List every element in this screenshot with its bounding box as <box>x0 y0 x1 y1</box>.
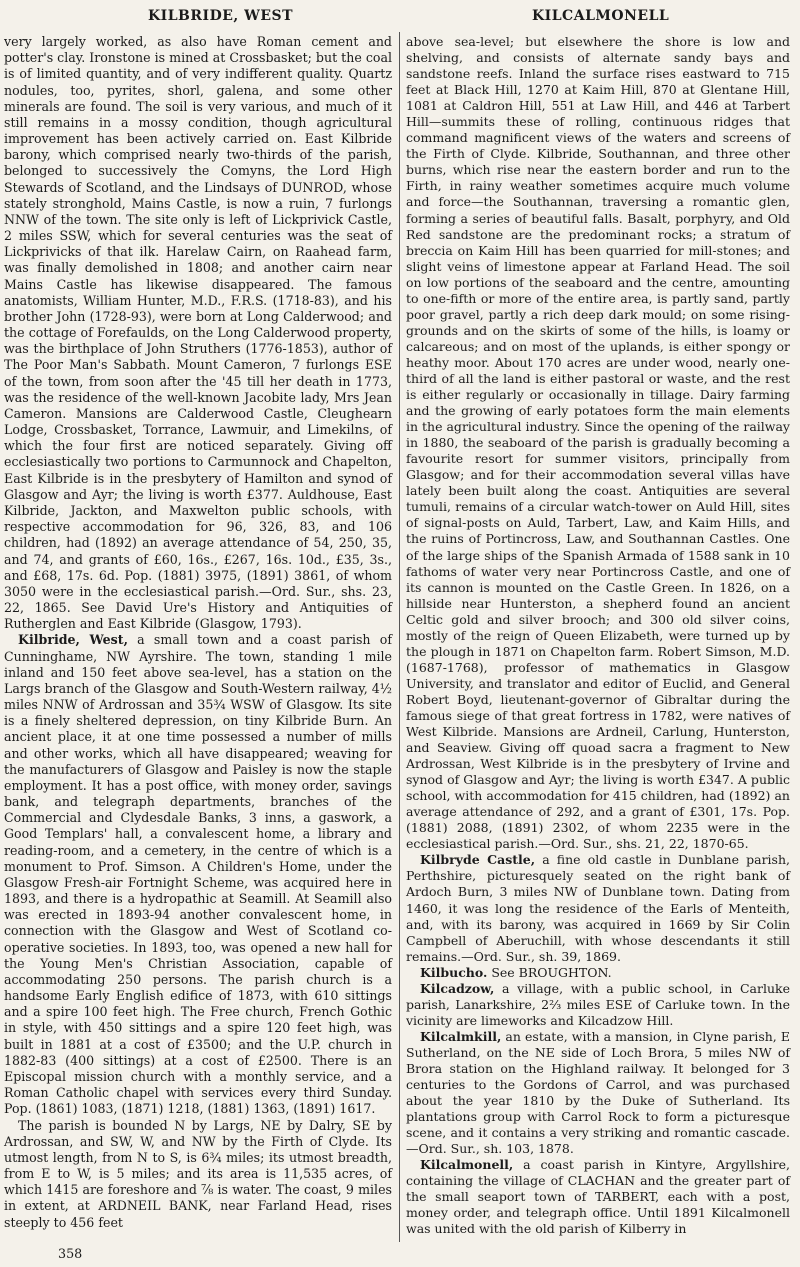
entry-kilbride-west <box>4 632 392 1117</box>
entry-kilcalmkill <box>406 1029 790 1157</box>
entry-text: See BROUGHTON. <box>487 964 612 980</box>
paragraph-kilbride-west-continued: above sea-level; but elsewhere the shore is low and shelving, and consists of alternate sandy bays and sandstone reefs. Inland the surface rises eastward to 715 feet at Black Hill, 1270 at Kaim Hill, 870 at Glentane Hill, 1081 at Caldron Hill, 551 at Law Hill, and 446 at Tarbert Hill—summits these of rolling, continuous ridges that command magnificent views of the waters and screens of the Firth of Clyde. Kilbride, Southannan, and three other burns, which rise near the eastern border and run to the Firth, in rainy weather sometimes acquire much volume and force—the Southannan, traversing a romantic glen, forming a series of beautiful falls. Basalt, porphyry, and Old Red sandstone are the predominant rocks; a stratum of breccia on Kaim Hill has been quarried for mill-stones; and slight veins of limestone appear at Farland Head. The soil on low portions of the seaboard and the centre, amounting to one-fifth or more of the entire area, is partly sand, partly poor gravel, partly a rich deep dark mould; on some rising-grounds and on the skirts of some of the hills, is loamy or calcareous; and on most of the uplands, is either spongy or heathy moor. About 170 acres are under wood, nearly one-third of all the land is either pastoral or waste, and the rest is either regularly or occasionally in tillage. Dairy farming and the growing of early potatoes form the main elements in the agricultural industry. Since the opening of the railway in 1880, the seaboard of the parish is gradually becoming a favourite resort for summer visitors, principally from Glasgow; and for their accommodation several villas have lately been built along the coast. Antiquities are several tumuli, remains of a circular watch-tower on Auld Hill, sites of signal-posts on Auld, Tarbert, Law, and Kaim Hills, and the ruins of Portincross, Law, and Southannan Castles. One of the large ships of the Spanish Armada of 1588 sank in 10 fathoms of water very near Portincross Castle, and one of its cannon is mounted on the Castle Green. In 1826, on a hillside near Hunterston, a shepherd found an ancient Celtic gold and silver brooch; and 300 old silver coins, mostly of the reign of Queen Elizabeth, were turned up by the plough in 1871 on Chapelton farm. Robert Simson, M.D. (1687-1768), professor of mathematics in Glasgow University, and translator and editor of Euclid, and General Robert Boyd, lieutenant-governor of Gibraltar during the famous siege of that great fortress in 1782, were natives of West Kilbride. Mansions are Ardneil, Carlung, Hunterston, and Seaview. Giving off quoad sacra a fragment to New Ardrossan, West Kilbride is in the presbytery of Irvine and synod of Glasgow and Ayr; the living is worth £347. A public school, with accommodation for 415 children, had (1892) an average attendance of 292, and a grant of £301, 17s. Pop. (1881) 2088, (1891) 2302, of whom 2235 were in the ecclesiastical parish.—Ord. Sur., shs. 21, 22, 1870-65. <box>406 34 790 852</box>
entry-headword: Kilbucho. <box>420 964 488 980</box>
header-right-title: KILCALMONELL <box>532 8 670 24</box>
entry-text: an estate, with a mansion, in Clyne parish, E Sutherland, on the NE side of Loch Brora, 5 miles NW of Brora station on the Highland railway. It belonged for 3 centuries to the Gordons of Carrol, and was purchased about the year 1810 by the Duke of Sutherland. Its plantations group with Carrol Rock to form a picturesque scene, and it contains a very striking and romantic cascade.—Ord. Sur., sh. 103, 1878. <box>406 1028 790 1157</box>
entry-headword: Kilcalmkill, <box>420 1028 502 1044</box>
entry-text: a village, with a public school, in Carluke parish, Lanarkshire, 2⅔ miles ESE of Carluke town. In the vicinity are limeworks and Kilcadzow Hill. <box>406 980 790 1028</box>
header-left-title: KILBRIDE, WEST <box>148 8 294 24</box>
entry-kilcadzow <box>406 981 790 1029</box>
entry-headword: Kilbride, West, <box>18 632 128 648</box>
column-divider <box>399 32 400 1242</box>
entry-headword: Kilcadzow, <box>420 980 495 996</box>
entry-kilbucho <box>406 965 790 981</box>
entry-headword: Kilcalmonell, <box>420 1157 514 1173</box>
entry-kilbryde-castle <box>406 852 790 964</box>
paragraph-east-kilbride-continued: very largely worked, as also have Roman cement and potter's clay. Ironstone is mined at Crossbasket; but the coal is of limited quantity, and of very indifferent quality. Quartz nodules, too, pyrites, shorl, galena, and some other minerals are found. The soil is very various, and much of it still remains in a mossy condition, though agricultural improvement has been actively carried on. East Kilbride barony, which comprised nearly two-thirds of the parish, belonged to successively the Comyns, the Lord High Stewards of Scotland, and the Lindsays of DUNROD, whose stately stronghold, Mains Castle, is now a ruin, 7 furlongs NNW of the town. The site only is left of Lickprivick Castle, 2 miles SSW, which for several centuries was the seat of Lickprivicks of that ilk. Harelaw Cairn, on Raahead farm, was finally demolished in 1808; and another cairn near Mains Castle has likewise disappeared. The famous anatomists, William Hunter, M.D., F.R.S. (1718-83), and his brother John (1728-93), were born at Long Calderwood; and the cottage of Forefaulds, on the Long Calderwood property, was the birthplace of John Struthers (1776-1853), author of The Poor Man's Sabbath. Mount Cameron, 7 furlongs ESE of the town, from soon after the '45 till her death in 1773, was the residence of the well-known Jacobite lady, Mrs Jean Cameron. Mansions are Calderwood Castle, Cleughearn Lodge, Crossbasket, Torrance, Lawmuir, and Limekilns, of which the four first are noticed separately. Giving off ecclesiastically two portions to Carmunnock and Chapelton, East Kilbride is in the presbytery of Hamilton and synod of Glasgow and Ayr; the living is worth £377. Auldhouse, East Kilbride, Jackton, and Maxwelton public schools, with respective accommodation for 96, 326, 83, and 106 children, had (1892) an average attendance of 54, 250, 35, and 74, and grants of £60, 16s., £267, 16s. 10d., £35, 3s., and £68, 17s. 6d. Pop. (1881) 3975, (1891) 3861, of whom 3050 were in the ecclesiastical parish.—Ord. Sur., shs. 23, 22, 1865. See David Ure's History and Antiquities of Rutherglen and East Kilbride (Glasgow, 1793). <box>4 34 392 632</box>
entry-kilcalmonell <box>406 1157 790 1237</box>
entry-text: a small town and a coast parish of Cunninghame, NW Ayrshire. The town, standing 1 mile inland and 150 feet above sea-level, has a station on the Largs branch of the Glasgow and South-Western railway, 4½ miles NNW of Ardrossan and 35¾ WSW of Glasgow. Its site is a finely sheltered depression, on tiny Kilbride Burn. An ancient place, it at one time possessed a number of mills and other works, which all have disappeared; weaving for the manufacturers of Glasgow and Paisley is now the staple employment. It has a post office, with money order, savings bank, and telegraph departments, branches of the Commercial and Clydesdale Banks, 3 inns, a gaswork, a Good Templars' hall, a convalescent home, a library and reading-room, and a cemetery, in the centre of which is a monument to Prof. Simson. A Children's Home, under the Glasgow Fresh-air Fortnight Scheme, was acquired here in 1893, and there is a hydropathic at Seamill. At Seamill also was erected in 1893-94 another convalescent home, in connection with the Glasgow and West of Scotland co-operative societies. In 1893, too, was opened a new hall for the Young Men's Christian Association, capable of accommodating 250 persons. The parish church is a handsome Early English edifice of 1873, with 610 sittings and a spire 100 feet high. The Free church, French Gothic in style, with 450 sittings and a spire 120 feet high, was built in 1881 at a cost of £3500; and the U.P. church in 1882-83 (400 sittings) at a cost of £2500. There is an Episcopal mission church with a monthly service, and a Roman Catholic chapel with services every third Sunday. Pop. (1861) 1083, (1871) 1218, (1881) 1363, (1891) 1617. <box>4 632 393 1117</box>
entry-text: a fine old castle in Dunblane parish, Perthshire, picturesquely seated on the right bank of Ardoch Burn, 3 miles NW of Dunblane town. Dating from 1460, it was long the residence of the Earls of Menteith, and, with its barony, was acquired in 1669 by Sir Colin Campbell of Aberuchill, with whose descendants it still remains.—Ord. Sur., sh. 39, 1869. <box>406 852 790 964</box>
running-header <box>0 6 800 28</box>
paragraph-parish-bounds: The parish is bounded N by Largs, NE by Dalry, SE by Ardrossan, and SW, W, and NW by the Firth of Clyde. Its utmost length, from N to S, is 6¾ miles; its utmost breadth, from E to W, is 5 miles; and its area is 11,535 acres, of which 1415 are foreshore and ⅞ is water. The coast, 9 miles in extent, at ARDNEIL BANK, near Farland Head, rises steeply to 456 feet <box>4 1117 392 1230</box>
right-column <box>406 34 790 1238</box>
entry-headword: Kilbryde Castle, <box>420 852 536 868</box>
entry-text: a coast parish in Kintyre, Argyllshire, containing the village of CLACHAN and the greater part of the small seaport town of TARBERT, each with a post, money order, and telegraph office. Until 1891 Kilcalmonell was united with the old parish of Kilberry in <box>406 1157 790 1237</box>
page-number: 358 <box>58 1246 83 1261</box>
left-column <box>4 34 392 1231</box>
